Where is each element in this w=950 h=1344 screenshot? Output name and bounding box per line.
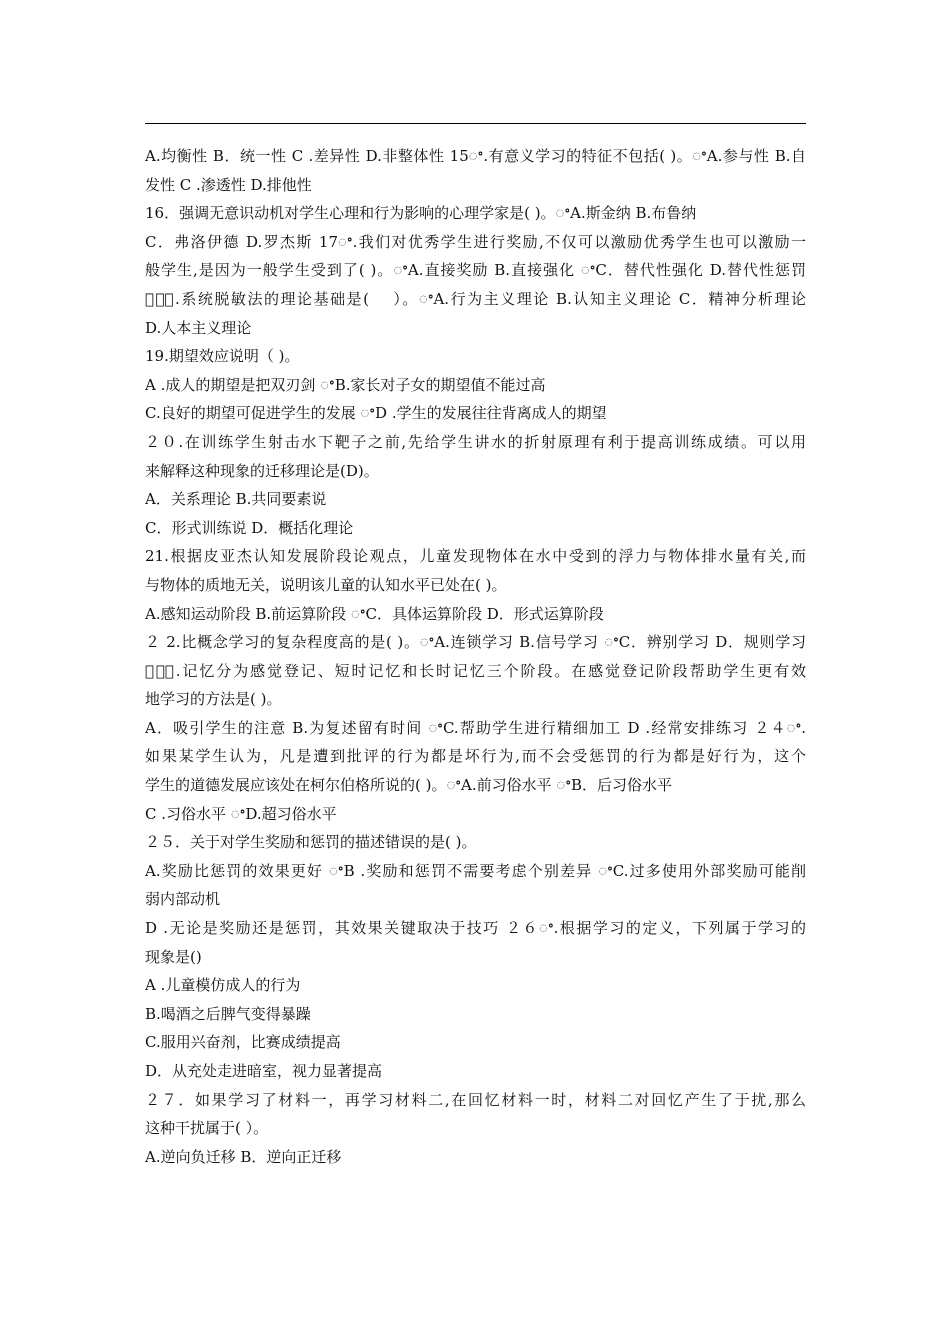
text-line: 19.期望效应说明（ )。 [145,347,300,366]
text-line: D．从充处走进暗室，视力显著提高 [145,1062,383,1080]
text-line: 来解释这种现象的迁移理论是(D)。 [145,461,379,480]
text-line: D.人本主义理论 [145,318,252,337]
text-line: 如果某学生认为，凡是遭到批评的行为都是坏行为,而不会受惩罚的行为都是好行为，这个 [145,747,806,766]
text-line: ２７．如果学习了材料一，再学习材料二,在回忆材料一时，材料二对回忆产生了于扰,那么 [145,1090,806,1109]
text-line: D .无论是奖励还是惩罚，其效果关键取决于技巧 ２６ꢀ.根据学习的定义，下列属于学习的 [145,919,806,938]
text-line: 弱内部动机 [145,890,221,909]
text-line: 学生的道德发展应该处在柯尔伯格所说的( )。ꢀA.前习俗水平 ꢀB．后习俗水平 [145,776,672,795]
text-line: C .习俗水平 ꢀD.超习俗水平 [145,804,337,823]
text-line: 般学生,是因为一般学生受到了( )。ꢀA.直接奖励 B.直接强化 ꢀC．替代性强化 D.替代性惩罚 [145,261,806,280]
text-line: 与物体的质地无关，说明该儿童的认知水平已处在( )。 [145,575,507,594]
text-line: C.良好的期望可促进学生的发展 ꢀD .学生的发展往往背离成人的期望 [145,404,607,423]
text-line: ２０.在训练学生射击水下靶子之前,先给学生讲水的折射原理有利于提高训练成绩。可以用 [145,432,806,451]
text-line: 21.根据皮亚杰认知发展阶段论观点，儿童发现物体在水中受到的浮力与物体排水量有关,而 [145,547,806,566]
text-line: A．关系理论 B.共同要素说 [145,490,327,509]
text-line: A.感知运动阶段 B.前运算阶段 ꢀC．具体运算阶段 D．形式运算阶段 [145,604,604,623]
text-line: ２５．关于对学生奖励和惩罚的描述错误的是( )。 [145,833,477,852]
text-line: ２ 2.比概念学习的复杂程度高的是( )。ꢀA.连锁学习 B.信号学习 ꢀC．辨别学习 D．规则学习 [145,633,806,652]
text-line: A .成人的期望是把双刃剑 ꢀB.家长对子女的期望值不能过高 [145,375,546,394]
document-body [145,142,806,1171]
text-line: C．弗洛伊德 D.罗杰斯 17ꢀ.我们对优秀学生进行奖励,不仅可以激励优秀学生也可以激励一 [145,232,806,251]
text-line: 这种干扰属于( ）。 [145,1119,269,1138]
text-line: B.喝酒之后脾气变得暴躁 [145,1004,311,1023]
text-line: １８ꢀ.系统脱敏法的理论基础是( ）。ꢀA.行为主义理论 B.认知主义理论 C．精神分析理论 [145,289,806,308]
text-line: A．吸引学生的注意 B.为复述留有时间 ꢀC.帮助学生进行精细加工 D .经常安排练习 ２４ꢀ. [145,718,806,737]
header-rule [145,123,806,124]
text-line: 现象是() [145,947,202,966]
text-line: 地学习的方法是( )。 [145,690,282,709]
text-line: 16．强调无意识动机对学生心理和行为影响的心理学家是( )。ꢀA.斯金纳 B.布鲁纳 [145,204,697,223]
text-line: A .儿童模仿成人的行为 [145,976,301,995]
text-line: C．形式训练说 D．概括化理论 [145,518,354,537]
text-line: A.均衡性 B．统一性 C .差异性 D.非整体性 15ꢀ.有意义学习的特征不包括( )。ꢀA.参与性 B.自 [145,147,806,165]
text-line: A.奖励比惩罚的效果更好 ꢀB .奖励和惩罚不需要考虑个别差异 ꢀC.过多使用外部奖励可能削 [145,861,806,880]
text-line: A.逆向负迁移 B．逆向正迁移 [145,1147,342,1166]
text-line: ２３ꢀ.记忆分为感觉登记、短时记忆和长时记忆三个阶段。在感觉登记阶段帮助学生更有效 [145,661,806,680]
text-line: 发性 C .渗透性 D.排他性 [145,175,312,194]
text-line: C.服用兴奋剂，比赛成绩提高 [145,1033,341,1052]
